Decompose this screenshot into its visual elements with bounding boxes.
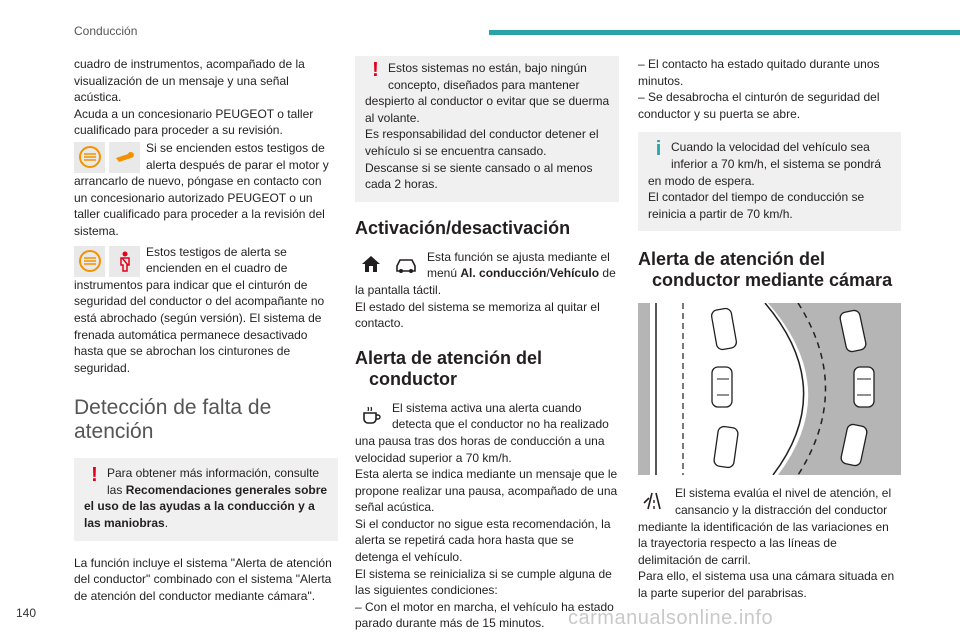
icon-row-seatbelt [74,244,338,377]
section-heading: Alerta de atención del conductor [355,347,543,389]
paragraph: Esta función se ajusta mediante el menú Al. conducción/Vehículo de la pantalla táctil. [355,249,616,297]
warning-note [74,458,338,540]
note-text: Estos sistemas no están, bajo ningún concepto, diseñados para mantener despierto al conductor o evitar que se duerma al volante. [365,61,610,125]
seatbelt-warning-icon [109,246,140,277]
icon-row-activation [355,249,619,299]
warning-exclamation-icon: ! [91,464,98,487]
section-heading: Alerta de atención del conductor mediante cámara [638,249,893,291]
note-text: Para obtener más información, consulte las Recomendaciones generales sobre el uso de las ayudas a la conducción y a las maniobras. [84,466,328,531]
note-text: Es responsabilidad del conductor detener el vehículo si se encuentra cansado. [365,127,599,158]
column-middle [355,56,619,632]
paragraph: Acuda a un concesionario PEUGEOT o taller cualificado para proceder a su revisión. [74,106,314,138]
lane-camera-illustration [638,303,901,475]
note-text: Descanse si se siente cansado o al menos cada 2 horas. [365,160,593,192]
icon-row-lane [638,485,901,568]
paragraph: La función incluye el sistema "Alerta de atención del conductor" combinado con el sistema "Alerta de atención del conductor mediante cámara". [74,555,332,603]
paragraph: Si el conductor no sigue esta recomendación, la alerta se repetirá cada hora hasta que se detenga el vehículo. [355,516,611,565]
paragraph: – Con el motor en marcha, el vehículo ha estado parado durante más de 15 minutos. [355,599,614,631]
watermark: carmanualsonline.info [568,607,774,629]
vehicle-icon [390,249,421,280]
paragraph: – Se desabrocha el cinturón de seguridad del conductor y su puerta se abre. [638,90,880,121]
warning-exclamation-icon: ! [372,59,379,81]
paragraph: El sistema se reinicializa si se cumple alguna de las siguientes condiciones: [355,566,612,598]
home-icon [355,249,386,280]
section-title: Detección de falta de atención [74,396,272,444]
info-note [638,132,901,231]
driver-attention-warning-icon [74,246,105,277]
paragraph: Estos testigos de alerta se encienden en el cuadro de instrumentos para indicar que el cinturón de seguridad del conductor o del acompañante no está abrochado (según versión). El sistema de frenada automática permanece desactivado hasta que se abrochan los cinturones de seguridad. [74,244,325,375]
paragraph: El sistema activa una alerta cuando detecta que el conductor no ha realizado una pausa tras dos horas de conducción a una velocidad superior a 70 km/h. [355,400,609,465]
header-accent-bar [489,30,960,35]
paragraph: El sistema evalúa el nivel de atención, el cansancio y la distracción del conductor mediante la identificación de las variaciones en la trayectoria respecto a las líneas de delimitación de carril. [638,486,892,567]
paragraph: cuadro de instrumentos, acompañado de la visualización de un mensaje y una señal acústica. [74,57,305,105]
warning-note [355,56,619,202]
icon-row-coffee [355,400,619,466]
column-left [74,56,338,604]
info-icon: i [655,138,662,161]
column-right [638,56,901,602]
section-heading: Activación/desactivación [355,217,571,238]
note-text: Cuando la velocidad del vehículo sea inferior a 70 km/h, el sistema se pondrá en modo de espera. [648,140,882,188]
note-text: El contador del tiempo de conducción se reinicia a partir de 70 km/h. [648,190,865,221]
paragraph: Si se encienden estos testigos de alerta después de parar el motor y arrancarlo de nuevo, póngase en contacto con un concesionario autorizado PEUGEOT o un taller cualificado para proceder a la revisión del sistema. [74,140,329,238]
wrench-service-icon [109,142,140,173]
icon-row-revision [74,140,338,240]
paragraph: Para ello, el sistema usa una cámara situada en la parte superior del parabrisas. [638,569,895,600]
running-header: Conducción [74,24,138,38]
paragraph: Esta alerta se indica mediante un mensaje que le propone realizar una pausa, acompañado de una señal acústica. [355,467,618,515]
coffee-cup-icon [355,400,386,431]
paragraph: – El contacto ha estado quitado durante unos minutos. [638,57,880,88]
lane-departure-icon [638,485,669,516]
paragraph: El estado del sistema se memoriza al quitar el contacto. [355,299,600,331]
page-number: 140 [16,606,37,620]
driver-attention-warning-icon [74,142,105,173]
